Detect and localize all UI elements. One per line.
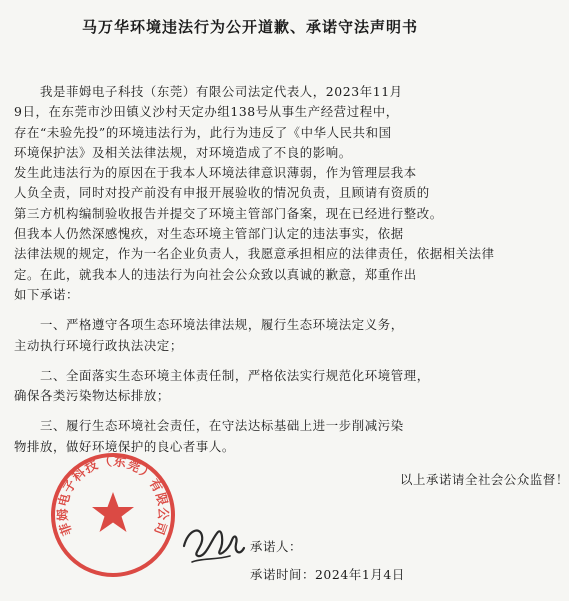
svg-text:菲姆电子科技（东莞）有限公司: 菲姆电子科技（东莞）有限公司 (54, 453, 172, 538)
seal-star-icon (92, 492, 134, 532)
company-seal (48, 450, 178, 580)
body-line: 我是菲姆电子科技（东莞）有限公司法定代表人，2023年11月 (40, 84, 403, 99)
body-line: 定。在此，就我本人的违法行为向社会公众致以真诚的歉意，郑重作出 (14, 266, 417, 282)
document-title: 马万华环境违法行为公开道歉、承诺守法声明书 (81, 18, 418, 36)
promise-line: 主动执行环境行政执法决定； (14, 337, 183, 353)
promise-line: 二、全面落实生态环境主体责任制，严格依法实行规范化环境管理， (40, 367, 430, 383)
body-line: 发生此违法行为的原因在于我本人环境法律意识薄弱，作为管理层我本 (14, 165, 417, 181)
handwritten-signature (178, 512, 248, 568)
body-line: 但我本人仍然深感愧疚，对生态环境主管部门认定的违法事实，依据 (14, 226, 404, 242)
body-line: 环境保护法》及相关法律法规，对环境造成了不良的影响。 (14, 144, 352, 160)
signature-label: 承诺人： (250, 539, 302, 554)
document-body (14, 82, 495, 457)
body-line: 人负全责，同时对投产前没有申报开展验收的情况负责，且顾请有资质的 (14, 185, 430, 201)
promise-line: 一、严格遵守各项生态环境法律法规，履行生态环境法定义务， (40, 317, 404, 333)
body-line: 存在“未验先投”的环境违法行为，此行为违反了《中华人民共和国 (14, 124, 392, 140)
body-line: 第三方机构编制验收报告并提交了环境主管部门备案，现在已经进行整改。 (14, 205, 443, 221)
body-line: 9日，在东莞市沙田镇义沙村天定办组138号从事生产经营过程中， (14, 104, 399, 120)
body-line: 如下承诺： (14, 286, 79, 302)
body-line: 法律法规的规定，作为一名企业负责人，我愿意承担相应的法律责任，依据相关法律 (14, 246, 495, 262)
promise-line: 三、履行生态环境社会责任，在守法达标基础上进一步削减污染 (40, 418, 404, 434)
promise-line: 确保各类污染物达标排放； (14, 388, 170, 404)
closing-line: 以上承诺请全社会公众监督！ (400, 472, 569, 487)
promise-line: 物排放，做好环境保护的良心者事人。 (14, 438, 235, 454)
commitment-date: 承诺时间：2024年1月4日 (250, 567, 405, 582)
